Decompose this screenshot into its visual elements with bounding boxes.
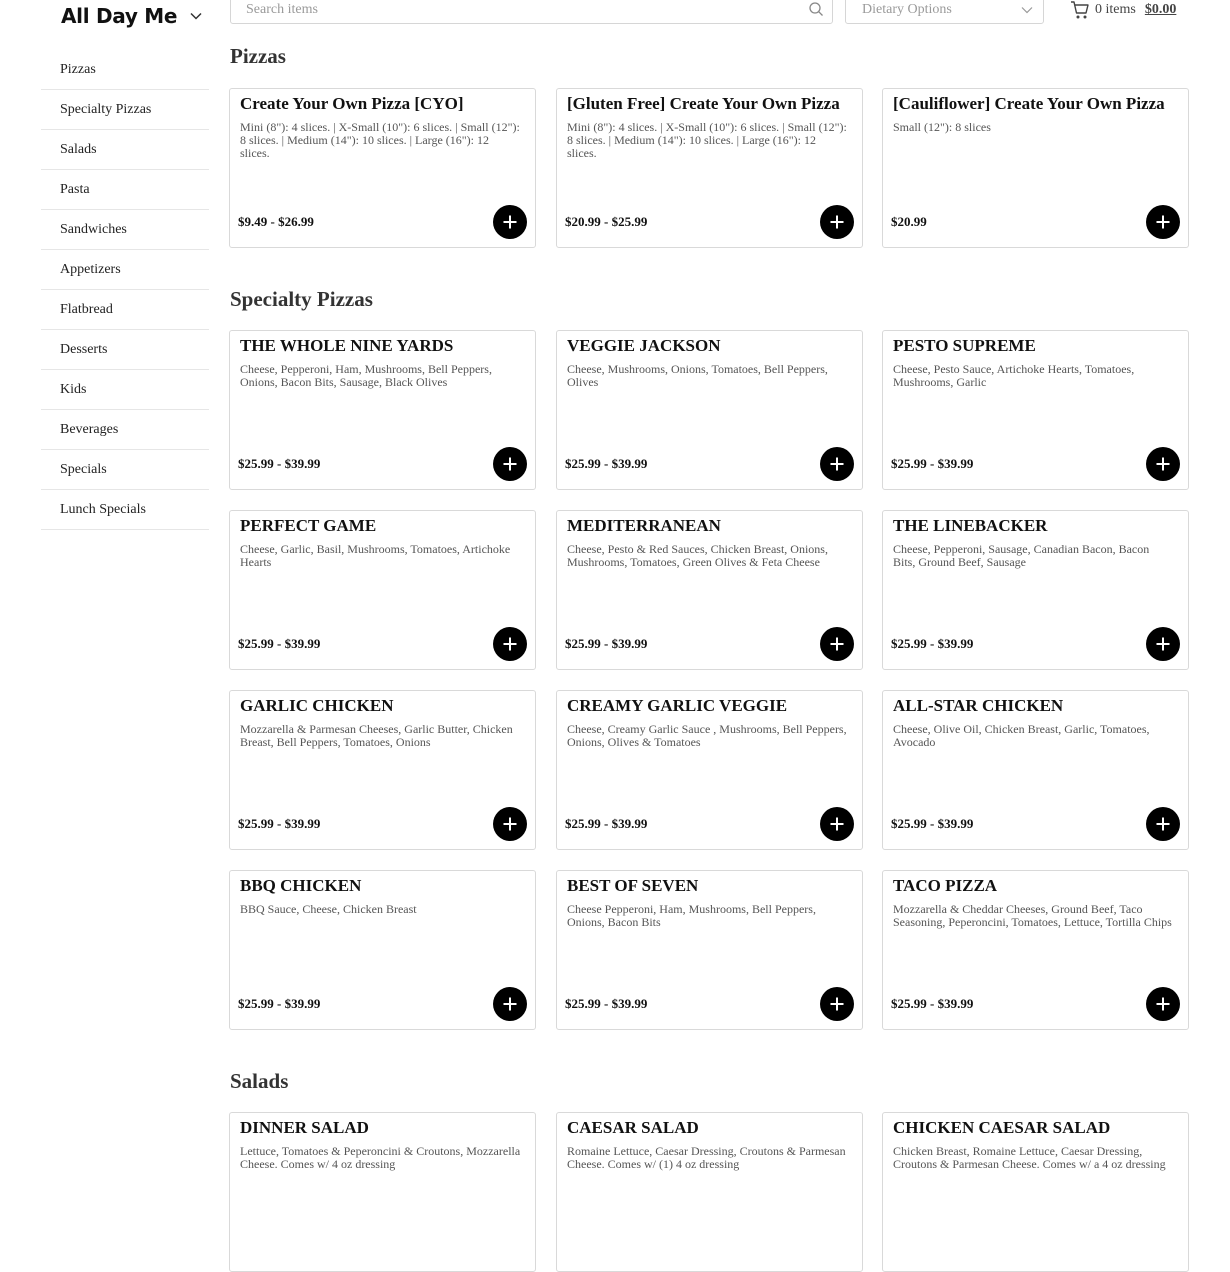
- menu-item-card[interactable]: [882, 870, 1189, 1030]
- item-price: $25.99 - $39.99: [891, 996, 974, 1011]
- add-item-button[interactable]: [493, 205, 527, 239]
- sidebar-category-item[interactable]: Specialty Pizzas: [41, 90, 209, 130]
- dietary-options-select[interactable]: [845, 0, 1044, 24]
- item-description: Chicken Breast, Romaine Lettuce, Caesar Dressing, Croutons & Parmesan Cheese. Comes w/ a 4 oz dressing: [893, 1144, 1166, 1171]
- menu-item-card[interactable]: [229, 690, 536, 850]
- item-description: Mozzarella & Parmesan Cheeses, Garlic Butter, Chicken Breast, Bell Peppers, Tomatoes, Onions: [240, 722, 513, 749]
- plus-icon: [820, 987, 854, 1021]
- item-description: Cheese, Pesto Sauce, Artichoke Hearts, Tomatoes, Mushrooms, Garlic: [893, 362, 1135, 389]
- item-name: THE LINEBACKER: [893, 516, 1048, 535]
- plus-icon: [493, 447, 527, 481]
- item-price: $25.99 - $39.99: [565, 636, 648, 651]
- item-name: DINNER SALAD: [240, 1118, 369, 1137]
- sidebar-category-item[interactable]: Specials: [41, 450, 209, 490]
- add-item-button[interactable]: [493, 627, 527, 661]
- cart-total[interactable]: $0.00: [1144, 2, 1177, 17]
- sidebar-category-item[interactable]: Salads: [41, 130, 209, 170]
- plus-icon: [1146, 205, 1180, 239]
- item-description: Cheese, Olive Oil, Chicken Breast, Garlic, Tomatoes, Avocado: [893, 722, 1150, 749]
- menu-item-card[interactable]: [556, 330, 863, 490]
- item-description: Cheese, Pepperoni, Sausage, Canadian Bacon, Bacon Bits, Ground Beef, Sausage: [893, 542, 1150, 569]
- item-price: $25.99 - $39.99: [565, 456, 648, 471]
- item-description: Mini (8"): 4 slices. | X-Small (10"): 6 slices. | Small (12"): 8 slices. | Medium (14"): 10 slices. | Large (16"): 12 slices.: [567, 120, 847, 160]
- add-item-button[interactable]: [1146, 447, 1180, 481]
- item-description: Cheese, Mushrooms, Onions, Tomatoes, Bell Peppers, Olives: [567, 362, 828, 389]
- item-name: ALL-STAR CHICKEN: [893, 696, 1064, 715]
- item-description: Mini (8"): 4 slices. | X-Small (10"): 6 slices. | Small (12"): 8 slices. | Medium (14"): 10 slices. | Large (16"): 12 slices.: [240, 120, 520, 160]
- menu-title: All Day Me: [61, 4, 178, 28]
- item-name: [Cauliflower] Create Your Own Pizza: [893, 94, 1165, 113]
- chevron-down-icon: [189, 9, 203, 23]
- add-item-button[interactable]: [820, 627, 854, 661]
- item-name: PESTO SUPREME: [893, 336, 1036, 355]
- sidebar-category-item[interactable]: Pasta: [41, 170, 209, 210]
- add-item-button[interactable]: [820, 205, 854, 239]
- add-item-button[interactable]: [493, 987, 527, 1021]
- category-list: [41, 50, 209, 530]
- item-price: $25.99 - $39.99: [891, 636, 974, 651]
- item-name: VEGGIE JACKSON: [567, 336, 721, 355]
- cart-icon: [1070, 0, 1090, 20]
- item-price: $9.49 - $26.99: [238, 214, 314, 229]
- plus-icon: [1146, 807, 1180, 841]
- item-description: Cheese Pepperoni, Ham, Mushrooms, Bell Peppers, Onions, Bacon Bits: [567, 902, 816, 929]
- plus-icon: [1146, 447, 1180, 481]
- menu-item-card[interactable]: [229, 88, 536, 248]
- item-description: Lettuce, Tomatoes & Peperoncini & Croutons, Mozzarella Cheese. Comes w/ 4 oz dressing: [240, 1144, 521, 1171]
- menu-item-card[interactable]: [229, 510, 536, 670]
- item-description: Cheese, Garlic, Basil, Mushrooms, Tomatoes, Artichoke Hearts: [240, 542, 511, 569]
- search-input[interactable]: [231, 0, 788, 25]
- item-description: Cheese, Creamy Garlic Sauce , Mushrooms, Bell Peppers, Onions, Olives & Tomatoes: [567, 722, 847, 749]
- plus-icon: [493, 807, 527, 841]
- add-item-button[interactable]: [820, 447, 854, 481]
- sidebar-category-item[interactable]: Kids: [41, 370, 209, 410]
- item-name: CHICKEN CAESAR SALAD: [893, 1118, 1111, 1137]
- item-name: Create Your Own Pizza [CYO]: [240, 94, 464, 113]
- item-name: BBQ CHICKEN: [240, 876, 362, 895]
- menu-item-card[interactable]: [556, 690, 863, 850]
- plus-icon: [1146, 987, 1180, 1021]
- add-item-button[interactable]: [820, 807, 854, 841]
- add-item-button[interactable]: [1146, 627, 1180, 661]
- add-item-button[interactable]: [493, 807, 527, 841]
- item-name: MEDITERRANEAN: [567, 516, 721, 535]
- chevron-down-icon: [1021, 4, 1033, 16]
- item-price: $25.99 - $39.99: [238, 996, 321, 1011]
- item-price: $25.99 - $39.99: [238, 816, 321, 831]
- item-description: Romaine Lettuce, Caesar Dressing, Croutons & Parmesan Cheese. Comes w/ (1) 4 oz dressing: [567, 1144, 846, 1171]
- item-price: $25.99 - $39.99: [565, 816, 648, 831]
- item-price: $25.99 - $39.99: [891, 816, 974, 831]
- item-description: Cheese, Pepperoni, Ham, Mushrooms, Bell Peppers, Onions, Bacon Bits, Sausage, Black Olives: [240, 362, 492, 389]
- item-price: $25.99 - $39.99: [565, 996, 648, 1011]
- plus-icon: [820, 627, 854, 661]
- item-price: $25.99 - $39.99: [238, 636, 321, 651]
- search-icon[interactable]: [808, 1, 824, 17]
- item-description: Small (12"): 8 slices: [893, 120, 991, 134]
- item-name: CREAMY GARLIC VEGGIE: [567, 696, 788, 715]
- menu-item-card[interactable]: [229, 870, 536, 1030]
- section-title: Salads: [230, 1069, 289, 1093]
- menu-selector[interactable]: [61, 4, 203, 28]
- add-item-button[interactable]: [1146, 987, 1180, 1021]
- dietary-options-label: Dietary Options: [862, 2, 952, 17]
- item-name: BEST OF SEVEN: [567, 876, 699, 895]
- add-item-button[interactable]: [1146, 807, 1180, 841]
- item-price: $25.99 - $39.99: [891, 456, 974, 471]
- item-price: $20.99: [891, 214, 927, 229]
- menu-item-card[interactable]: [556, 510, 863, 670]
- add-item-button[interactable]: [820, 987, 854, 1021]
- sidebar-category-item[interactable]: Sandwiches: [41, 210, 209, 250]
- sidebar-category-item[interactable]: Lunch Specials: [41, 490, 209, 530]
- plus-icon: [493, 205, 527, 239]
- plus-icon: [1146, 627, 1180, 661]
- item-description: BBQ Sauce, Cheese, Chicken Breast: [240, 902, 417, 916]
- menu-item-card[interactable]: [882, 330, 1189, 490]
- sidebar-category-item[interactable]: Pizzas: [41, 50, 209, 90]
- item-name: GARLIC CHICKEN: [240, 696, 394, 715]
- menu-item-card[interactable]: [882, 510, 1189, 670]
- menu-item-card[interactable]: [229, 330, 536, 490]
- item-description: Mozzarella & Cheddar Cheeses, Ground Beef, Taco Seasoning, Peperoncini, Tomatoes, Lettuce, Tortilla Chips: [893, 902, 1172, 929]
- item-price: $25.99 - $39.99: [238, 456, 321, 471]
- cart-button[interactable]: [1070, 0, 1176, 20]
- item-description: Cheese, Pesto & Red Sauces, Chicken Breast, Onions, Mushrooms, Tomatoes, Green Olives & Feta Cheese: [567, 542, 828, 569]
- item-price: $20.99 - $25.99: [565, 214, 648, 229]
- sidebar-category-item[interactable]: Beverages: [41, 410, 209, 450]
- plus-icon: [820, 447, 854, 481]
- menu-item-card[interactable]: [882, 690, 1189, 850]
- sidebar-category-item[interactable]: Desserts: [41, 330, 209, 370]
- section-title: Pizzas: [230, 44, 286, 68]
- item-name: [Gluten Free] Create Your Own Pizza: [567, 94, 840, 113]
- sidebar-category-item[interactable]: Appetizers: [41, 250, 209, 290]
- menu-item-card[interactable]: [556, 88, 863, 248]
- item-name: THE WHOLE NINE YARDS: [240, 336, 454, 355]
- item-name: CAESAR SALAD: [567, 1118, 699, 1137]
- search-box: [230, 0, 833, 24]
- plus-icon: [493, 987, 527, 1021]
- add-item-button[interactable]: [493, 447, 527, 481]
- plus-icon: [820, 205, 854, 239]
- menu-item-card[interactable]: [556, 1112, 863, 1272]
- cart-item-count: 0 items: [1095, 2, 1136, 17]
- menu-item-card[interactable]: [229, 1112, 536, 1272]
- menu-item-card[interactable]: [882, 88, 1189, 248]
- section-title: Specialty Pizzas: [230, 287, 373, 311]
- sidebar-category-item[interactable]: Flatbread: [41, 290, 209, 330]
- plus-icon: [820, 807, 854, 841]
- menu-item-card[interactable]: [882, 1112, 1189, 1272]
- item-name: TACO PIZZA: [893, 876, 998, 895]
- menu-item-card[interactable]: [556, 870, 863, 1030]
- add-item-button[interactable]: [1146, 205, 1180, 239]
- item-name: PERFECT GAME: [240, 516, 377, 535]
- plus-icon: [493, 627, 527, 661]
